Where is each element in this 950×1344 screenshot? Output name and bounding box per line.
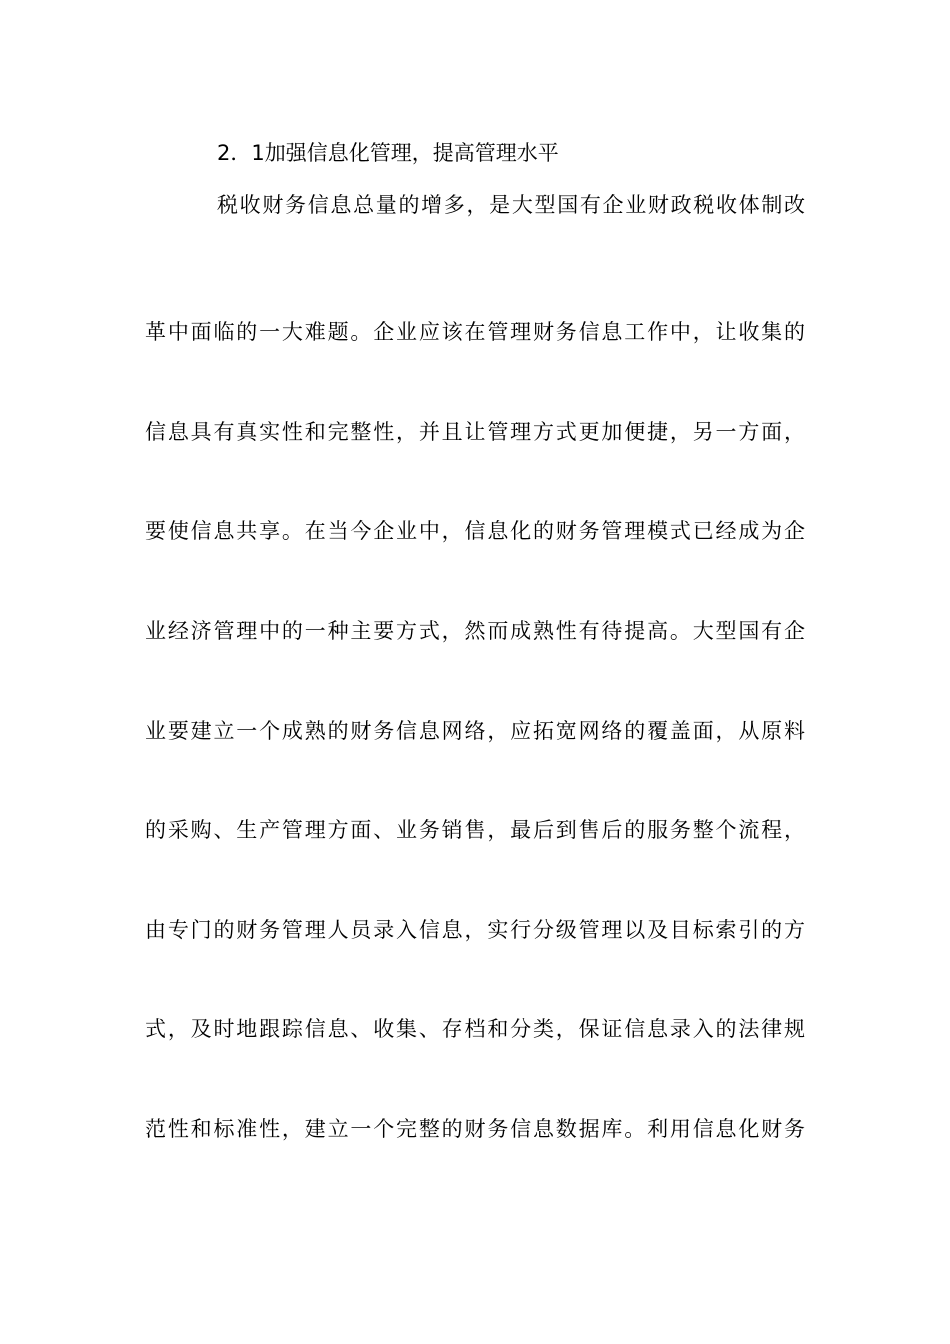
paragraph-line: 信息具有真实性和完整性，并且让管理方式更加便捷，另一方面， bbox=[145, 420, 805, 444]
paragraph-line: 的采购、生产管理方面、业务销售，最后到售后的服务整个流程， bbox=[145, 818, 805, 842]
paragraph-line: 业经济管理中的一种主要方式，然而成熟性有待提高。大型国有企 bbox=[145, 619, 805, 643]
paragraph-line: 式，及时地跟踪信息、收集、存档和分类，保证信息录入的法律规 bbox=[145, 1017, 805, 1041]
paragraph-line: 革中面临的一大难题。企业应该在管理财务信息工作中，让收集的 bbox=[145, 320, 805, 344]
paragraph-line: 要使信息共享。在当今企业中，信息化的财务管理模式已经成为企 bbox=[145, 519, 805, 543]
section-heading: 2．1加强信息化管理，提高管理水平 bbox=[217, 141, 559, 165]
paragraph-line: 范性和标准性，建立一个完整的财务信息数据库。利用信息化财务 bbox=[145, 1117, 805, 1141]
paragraph-line: 由专门的财务管理人员录入信息，实行分级管理以及目标索引的方 bbox=[145, 918, 805, 942]
paragraph-line: 业要建立一个成熟的财务信息网络，应拓宽网络的覆盖面，从原料 bbox=[145, 719, 805, 743]
paragraph-line: 税收财务信息总量的增多，是大型国有企业财政税收体制改 bbox=[217, 193, 805, 217]
